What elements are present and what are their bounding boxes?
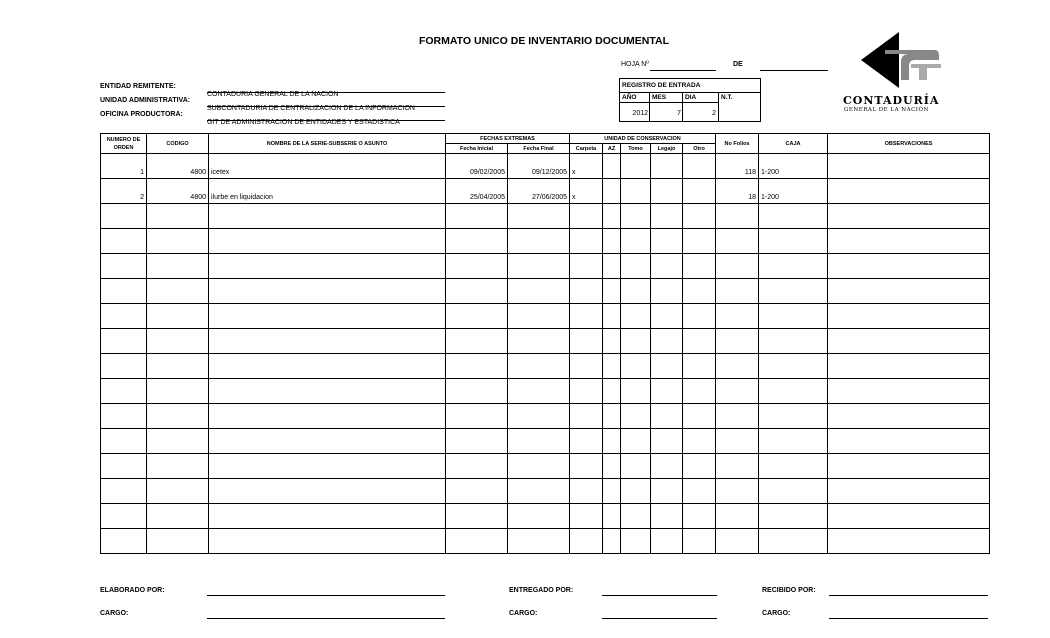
- table-row: [101, 329, 990, 354]
- cell-orden[interactable]: [101, 504, 147, 529]
- cell-nombre[interactable]: [209, 354, 446, 379]
- cell-fecha-inicial[interactable]: [446, 454, 508, 479]
- table-row: [101, 279, 990, 304]
- cell-fecha-inicial[interactable]: [446, 229, 508, 254]
- cell-codigo[interactable]: 4800: [147, 154, 209, 179]
- registro-sep-1: [649, 92, 650, 122]
- table-row: [101, 454, 990, 479]
- cell-legajo[interactable]: [651, 429, 683, 454]
- cell-az[interactable]: [603, 504, 621, 529]
- cell-carpeta[interactable]: [570, 279, 603, 304]
- cell-folios[interactable]: [716, 279, 759, 304]
- entregado-field[interactable]: [602, 585, 717, 596]
- cell-otro[interactable]: [683, 379, 716, 404]
- cell-legajo[interactable]: [651, 154, 683, 179]
- cell-carpeta[interactable]: [570, 329, 603, 354]
- cell-caja[interactable]: [759, 454, 828, 479]
- oficina-label: OFICINA PRODUCTORA:: [100, 111, 183, 118]
- cell-legajo[interactable]: [651, 379, 683, 404]
- cell-orden[interactable]: [101, 329, 147, 354]
- cell-observaciones[interactable]: [828, 329, 990, 354]
- cell-carpeta[interactable]: [570, 204, 603, 229]
- cell-tomo[interactable]: [621, 479, 651, 504]
- cell-legajo[interactable]: [651, 504, 683, 529]
- cell-tomo[interactable]: [621, 204, 651, 229]
- cell-folios[interactable]: [716, 429, 759, 454]
- cell-fecha-inicial[interactable]: [446, 404, 508, 429]
- cell-fecha-inicial[interactable]: [446, 429, 508, 454]
- cell-codigo[interactable]: [147, 429, 209, 454]
- cell-az[interactable]: [603, 479, 621, 504]
- registro-nt-label: N.T.: [721, 94, 733, 101]
- cell-az[interactable]: [603, 154, 621, 179]
- table-row: [101, 379, 990, 404]
- cell-caja[interactable]: [759, 404, 828, 429]
- header-fecha-final: Fecha Final: [508, 144, 570, 154]
- cell-otro[interactable]: [683, 329, 716, 354]
- header-codigo: CODIGO: [147, 134, 209, 154]
- cell-az[interactable]: [603, 529, 621, 554]
- cell-observaciones[interactable]: [828, 504, 990, 529]
- cell-az[interactable]: [603, 304, 621, 329]
- header-az: AZ: [603, 144, 621, 154]
- cell-fecha-final[interactable]: [508, 429, 570, 454]
- cargo-label-3: CARGO:: [762, 610, 791, 617]
- cell-legajo[interactable]: [651, 204, 683, 229]
- cell-otro[interactable]: [683, 154, 716, 179]
- header-fecha-inicial: Fecha Inicial: [446, 144, 508, 154]
- recibido-field[interactable]: [829, 585, 988, 596]
- cell-carpeta[interactable]: [570, 479, 603, 504]
- cell-nombre[interactable]: [209, 504, 446, 529]
- cell-fecha-final[interactable]: [508, 279, 570, 304]
- table-row: [101, 229, 990, 254]
- cell-observaciones[interactable]: [828, 304, 990, 329]
- cell-observaciones[interactable]: [828, 279, 990, 304]
- cell-fecha-inicial[interactable]: [446, 304, 508, 329]
- cell-orden[interactable]: [101, 454, 147, 479]
- cell-caja[interactable]: [759, 529, 828, 554]
- cell-codigo[interactable]: [147, 379, 209, 404]
- cell-fecha-final[interactable]: [508, 229, 570, 254]
- cell-legajo[interactable]: [651, 454, 683, 479]
- cell-observaciones[interactable]: [828, 354, 990, 379]
- cell-tomo[interactable]: [621, 179, 651, 204]
- cell-orden[interactable]: [101, 379, 147, 404]
- cell-caja[interactable]: [759, 204, 828, 229]
- registro-sep-3: [718, 92, 719, 122]
- cell-nombre[interactable]: [209, 204, 446, 229]
- cell-fecha-inicial[interactable]: [446, 204, 508, 229]
- cell-az[interactable]: [603, 204, 621, 229]
- cell-folios[interactable]: [716, 304, 759, 329]
- cell-otro[interactable]: [683, 279, 716, 304]
- cell-codigo[interactable]: [147, 454, 209, 479]
- cell-nombre[interactable]: [209, 454, 446, 479]
- cell-nombre[interactable]: [209, 254, 446, 279]
- cell-nombre[interactable]: [209, 404, 446, 429]
- table-row: [101, 529, 990, 554]
- cell-tomo[interactable]: [621, 379, 651, 404]
- cell-orden[interactable]: [101, 429, 147, 454]
- cell-carpeta[interactable]: [570, 254, 603, 279]
- cell-tomo[interactable]: [621, 504, 651, 529]
- logo-name: CONTADURÍA: [843, 94, 940, 107]
- cell-orden[interactable]: [101, 404, 147, 429]
- cell-carpeta[interactable]: [570, 304, 603, 329]
- cell-carpeta[interactable]: x: [570, 179, 603, 204]
- cell-orden[interactable]: 1: [101, 154, 147, 179]
- cell-observaciones[interactable]: [828, 479, 990, 504]
- cell-carpeta[interactable]: [570, 529, 603, 554]
- logo-subtitle: GENERAL DE LA NACIÓN: [844, 107, 929, 113]
- cell-observaciones[interactable]: [828, 454, 990, 479]
- cell-tomo[interactable]: [621, 304, 651, 329]
- cell-observaciones[interactable]: [828, 154, 990, 179]
- cell-caja[interactable]: [759, 229, 828, 254]
- cargo-field-3[interactable]: [829, 608, 988, 619]
- cell-fecha-inicial[interactable]: [446, 279, 508, 304]
- recibido-label: RECIBIDO POR:: [762, 587, 816, 594]
- unidad-label: UNIDAD ADMINISTRATIVA:: [100, 97, 191, 104]
- header-tomo: Tomo: [621, 144, 651, 154]
- cell-tomo[interactable]: [621, 154, 651, 179]
- cell-fecha-final[interactable]: [508, 529, 570, 554]
- cell-fecha-inicial[interactable]: [446, 329, 508, 354]
- table-row: [101, 179, 990, 204]
- cell-carpeta[interactable]: [570, 429, 603, 454]
- cell-tomo[interactable]: [621, 279, 651, 304]
- cell-orden[interactable]: 2: [101, 179, 147, 204]
- cell-codigo[interactable]: [147, 354, 209, 379]
- cell-fecha-final[interactable]: [508, 454, 570, 479]
- cell-folios[interactable]: [716, 454, 759, 479]
- cell-nombre[interactable]: ilurbe en liquidacion: [209, 179, 446, 204]
- table-row: [101, 154, 990, 179]
- cell-legajo[interactable]: [651, 354, 683, 379]
- cell-az[interactable]: [603, 354, 621, 379]
- cell-az[interactable]: [603, 179, 621, 204]
- cell-caja[interactable]: 1-200: [759, 154, 828, 179]
- registro-mes-value[interactable]: 7: [677, 110, 681, 117]
- cell-folios[interactable]: 18: [716, 179, 759, 204]
- cell-fecha-inicial[interactable]: [446, 504, 508, 529]
- cell-fecha-final[interactable]: [508, 379, 570, 404]
- cell-folios[interactable]: [716, 229, 759, 254]
- table-row: [101, 504, 990, 529]
- cell-otro[interactable]: [683, 504, 716, 529]
- cell-folios[interactable]: [716, 479, 759, 504]
- cell-caja[interactable]: [759, 279, 828, 304]
- cell-carpeta[interactable]: [570, 504, 603, 529]
- de-field[interactable]: [760, 61, 828, 71]
- contaduria-logo: [855, 28, 965, 90]
- cell-fecha-inicial[interactable]: [446, 529, 508, 554]
- cell-legajo[interactable]: [651, 179, 683, 204]
- cell-folios[interactable]: [716, 379, 759, 404]
- cell-orden[interactable]: [101, 479, 147, 504]
- cell-nombre[interactable]: [209, 279, 446, 304]
- cell-az[interactable]: [603, 379, 621, 404]
- cell-otro[interactable]: [683, 229, 716, 254]
- cargo-label-2: CARGO:: [509, 610, 538, 617]
- cell-observaciones[interactable]: [828, 204, 990, 229]
- header-numero-orden: NUMERO DE ORDEN: [101, 134, 147, 154]
- cell-nombre[interactable]: icetex: [209, 154, 446, 179]
- cell-otro[interactable]: [683, 404, 716, 429]
- cell-codigo[interactable]: [147, 404, 209, 429]
- cell-fecha-final[interactable]: [508, 304, 570, 329]
- cell-otro[interactable]: [683, 304, 716, 329]
- cell-az[interactable]: [603, 279, 621, 304]
- cell-legajo[interactable]: [651, 479, 683, 504]
- form-title: FORMATO UNICO DE INVENTARIO DOCUMENTAL: [418, 35, 670, 47]
- cell-caja[interactable]: [759, 429, 828, 454]
- cell-fecha-final[interactable]: [508, 354, 570, 379]
- cell-nombre[interactable]: [209, 329, 446, 354]
- registro-title: REGISTRO DE ENTRADA: [622, 82, 701, 89]
- registro-divider-2: [619, 102, 718, 103]
- header-nombre: NOMBRE DE LA SERIE-SUBSERIE O ASUNTO: [209, 134, 446, 154]
- cell-fecha-final[interactable]: [508, 329, 570, 354]
- registro-divider: [619, 92, 761, 93]
- cell-observaciones[interactable]: [828, 529, 990, 554]
- cell-legajo[interactable]: [651, 229, 683, 254]
- cell-orden[interactable]: [101, 354, 147, 379]
- cell-orden[interactable]: [101, 204, 147, 229]
- registro-ano-value[interactable]: 2012: [632, 110, 648, 117]
- header-otro: Otro: [683, 144, 716, 154]
- cell-nombre[interactable]: [209, 429, 446, 454]
- cell-codigo[interactable]: [147, 479, 209, 504]
- cell-nombre[interactable]: [209, 304, 446, 329]
- cell-orden[interactable]: [101, 529, 147, 554]
- cell-legajo[interactable]: [651, 529, 683, 554]
- table-row: [101, 254, 990, 279]
- table-row: [101, 354, 990, 379]
- table-row: [101, 479, 990, 504]
- cell-orden[interactable]: [101, 254, 147, 279]
- table-row: [101, 429, 990, 454]
- cell-folios[interactable]: [716, 529, 759, 554]
- cell-observaciones[interactable]: [828, 229, 990, 254]
- cell-carpeta[interactable]: [570, 379, 603, 404]
- cell-codigo[interactable]: 4800: [147, 179, 209, 204]
- cell-caja[interactable]: [759, 504, 828, 529]
- entidad-field[interactable]: CONTADURIA GENERAL DE LA NACION: [207, 83, 445, 93]
- registro-dia-label: DIA: [685, 94, 697, 101]
- cell-az[interactable]: [603, 429, 621, 454]
- cell-caja[interactable]: [759, 354, 828, 379]
- cargo-field-1[interactable]: [207, 608, 445, 619]
- cell-otro[interactable]: [683, 529, 716, 554]
- cell-fecha-inicial[interactable]: [446, 354, 508, 379]
- cell-folios[interactable]: [716, 504, 759, 529]
- cargo-field-2[interactable]: [602, 608, 717, 619]
- header-caja: CAJA: [759, 134, 828, 154]
- cell-folios[interactable]: [716, 329, 759, 354]
- cell-legajo[interactable]: [651, 404, 683, 429]
- registro-mes-label: MES: [652, 94, 667, 101]
- cell-nombre[interactable]: [209, 529, 446, 554]
- contaduria-emblem-icon: [855, 28, 965, 90]
- header-legajo: Legajo: [651, 144, 683, 154]
- cargo-label-1: CARGO:: [100, 610, 129, 617]
- cell-az[interactable]: [603, 254, 621, 279]
- cell-carpeta[interactable]: [570, 354, 603, 379]
- cell-orden[interactable]: [101, 304, 147, 329]
- cell-az[interactable]: [603, 229, 621, 254]
- table-row: [101, 404, 990, 429]
- cell-caja[interactable]: [759, 329, 828, 354]
- cell-fecha-final[interactable]: 27/06/2005: [508, 179, 570, 204]
- cell-az[interactable]: [603, 404, 621, 429]
- cell-caja[interactable]: [759, 304, 828, 329]
- cell-tomo[interactable]: [621, 254, 651, 279]
- cell-otro[interactable]: [683, 354, 716, 379]
- cell-fecha-inicial[interactable]: [446, 379, 508, 404]
- registro-dia-value[interactable]: 2: [712, 110, 716, 117]
- cell-carpeta[interactable]: [570, 404, 603, 429]
- cell-codigo[interactable]: [147, 304, 209, 329]
- cell-caja[interactable]: 1-200: [759, 179, 828, 204]
- cell-folios[interactable]: [716, 254, 759, 279]
- cell-fecha-inicial[interactable]: 25/04/2005: [446, 179, 508, 204]
- cell-codigo[interactable]: [147, 504, 209, 529]
- cell-fecha-final[interactable]: [508, 204, 570, 229]
- cell-codigo[interactable]: [147, 229, 209, 254]
- cell-carpeta[interactable]: [570, 454, 603, 479]
- cell-codigo[interactable]: [147, 329, 209, 354]
- cell-tomo[interactable]: [621, 454, 651, 479]
- cell-az[interactable]: [603, 329, 621, 354]
- cell-tomo[interactable]: [621, 229, 651, 254]
- cell-az[interactable]: [603, 454, 621, 479]
- cell-folios[interactable]: [716, 354, 759, 379]
- cell-observaciones[interactable]: [828, 429, 990, 454]
- cell-nombre[interactable]: [209, 229, 446, 254]
- cell-folios[interactable]: 118: [716, 154, 759, 179]
- registro-ano-label: AÑO: [622, 94, 637, 101]
- cell-tomo[interactable]: [621, 404, 651, 429]
- cell-caja[interactable]: [759, 254, 828, 279]
- cell-otro[interactable]: [683, 454, 716, 479]
- cell-codigo[interactable]: [147, 529, 209, 554]
- cell-fecha-inicial[interactable]: [446, 479, 508, 504]
- cell-fecha-final[interactable]: 09/12/2005: [508, 154, 570, 179]
- header-fechas-extremas: FECHAS EXTREMAS: [446, 134, 570, 144]
- header-folios: No Folios: [716, 134, 759, 154]
- cell-legajo[interactable]: [651, 279, 683, 304]
- cell-observaciones[interactable]: [828, 379, 990, 404]
- cell-fecha-final[interactable]: [508, 479, 570, 504]
- cell-observaciones[interactable]: [828, 404, 990, 429]
- cell-otro[interactable]: [683, 179, 716, 204]
- cell-fecha-final[interactable]: [508, 504, 570, 529]
- table-row: [101, 204, 990, 229]
- table-row: [101, 304, 990, 329]
- header-observaciones: OBSERVACIONES: [828, 134, 990, 154]
- cell-tomo[interactable]: [621, 329, 651, 354]
- cell-otro[interactable]: [683, 479, 716, 504]
- cell-tomo[interactable]: [621, 354, 651, 379]
- cell-fecha-final[interactable]: [508, 404, 570, 429]
- elaborado-label: ELABORADO POR:: [100, 587, 165, 594]
- cell-orden[interactable]: [101, 229, 147, 254]
- cell-fecha-inicial[interactable]: [446, 254, 508, 279]
- hoja-label: HOJA Nº: [621, 61, 649, 68]
- registro-sep-2: [682, 92, 683, 122]
- cell-caja[interactable]: [759, 379, 828, 404]
- cell-legajo[interactable]: [651, 254, 683, 279]
- cell-nombre[interactable]: [209, 479, 446, 504]
- header-unidad-conservacion: UNIDAD DE CONSERVACION: [570, 134, 716, 144]
- hoja-field[interactable]: [650, 61, 716, 71]
- cell-fecha-final[interactable]: [508, 254, 570, 279]
- cell-otro[interactable]: [683, 254, 716, 279]
- de-label: DE: [733, 61, 743, 68]
- cell-nombre[interactable]: [209, 379, 446, 404]
- cell-orden[interactable]: [101, 279, 147, 304]
- cell-legajo[interactable]: [651, 329, 683, 354]
- elaborado-field[interactable]: [207, 585, 445, 596]
- cell-codigo[interactable]: [147, 279, 209, 304]
- cell-observaciones[interactable]: [828, 179, 990, 204]
- entidad-label: ENTIDAD REMITENTE:: [100, 83, 176, 90]
- cell-otro[interactable]: [683, 204, 716, 229]
- cell-caja[interactable]: [759, 479, 828, 504]
- cell-codigo[interactable]: [147, 254, 209, 279]
- unidad-field[interactable]: SUBCONTADURIA DE CENTRALIZACION DE LA INFORMACION: [207, 97, 445, 107]
- cell-otro[interactable]: [683, 429, 716, 454]
- cell-folios[interactable]: [716, 204, 759, 229]
- cell-tomo[interactable]: [621, 529, 651, 554]
- cell-fecha-inicial[interactable]: 09/02/2005: [446, 154, 508, 179]
- inventory-table: [100, 133, 990, 554]
- cell-codigo[interactable]: [147, 204, 209, 229]
- cell-folios[interactable]: [716, 404, 759, 429]
- cell-legajo[interactable]: [651, 304, 683, 329]
- header-carpeta: Carpeta: [570, 144, 603, 154]
- entregado-label: ENTREGADO POR:: [509, 587, 574, 594]
- oficina-field[interactable]: GIT DE ADMINISTRACION DE ENTIDADES Y ESTADISTICA: [207, 111, 445, 121]
- cell-observaciones[interactable]: [828, 254, 990, 279]
- cell-carpeta[interactable]: x: [570, 154, 603, 179]
- cell-carpeta[interactable]: [570, 229, 603, 254]
- cell-tomo[interactable]: [621, 429, 651, 454]
